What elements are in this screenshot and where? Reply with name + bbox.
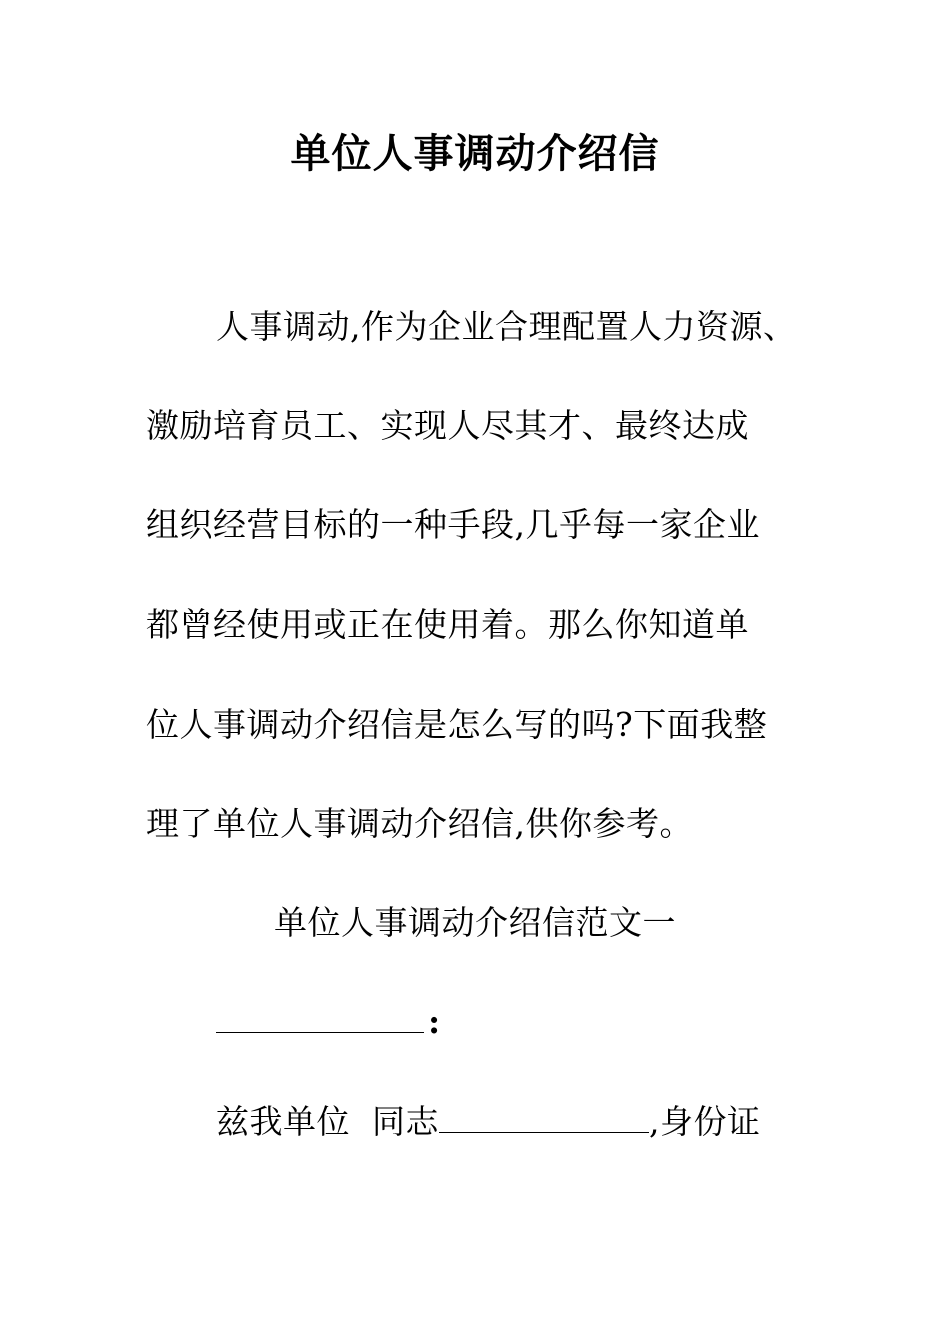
intro-line-2: 激励培育员工、实现人尽其才、最终达成: [146, 406, 749, 445]
intro-line-5: 位人事调动介绍信是怎么写的吗?下面我整: [146, 705, 768, 744]
intro-line-6: 理了单位人事调动介绍信,供你参考。: [146, 804, 693, 843]
recipient-blank: [216, 1002, 424, 1033]
intro-line-1: 人事调动,作为企业合理配置人力资源、: [216, 307, 797, 346]
intro-line-3: 组织经营目标的一种手段,几乎每一家企业: [146, 505, 760, 544]
salutation-line: [216, 997, 441, 1047]
section-heading: 单位人事调动介绍信范文一: [274, 903, 676, 942]
name-blank: [439, 1102, 649, 1133]
intro-line-4: 都曾经使用或正在使用着。那么你知道单: [146, 605, 749, 644]
salutation-colon: :: [428, 1002, 441, 1041]
document-title: 单位人事调动介绍信: [290, 130, 660, 177]
body-line-end: ,身份证: [648, 1102, 761, 1141]
body-line-start: 兹我单位 同志: [216, 1102, 439, 1141]
body-line-1: [216, 1097, 760, 1147]
